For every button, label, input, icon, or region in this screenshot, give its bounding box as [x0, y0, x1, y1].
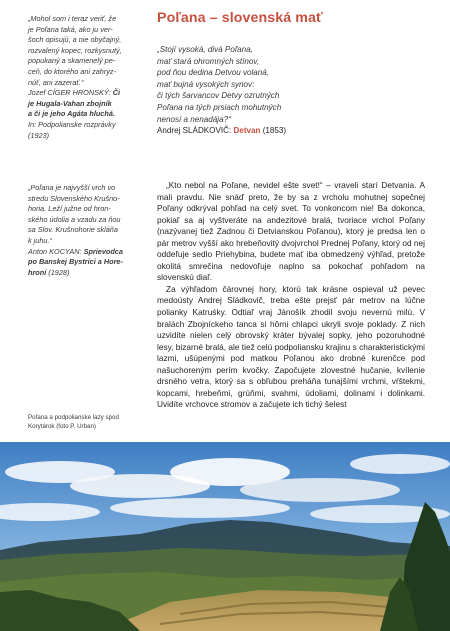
quote-line: popukaný a skamenelý pe-: [28, 56, 116, 66]
quote-line: ského údolia a vzadu za ňou: [28, 214, 121, 224]
sidebar-quote-kocyan: [28, 183, 138, 278]
quote-author: Anton KOCYAN:: [28, 246, 82, 256]
quote-work-line: [28, 99, 138, 110]
poem-work: Detvan: [233, 126, 261, 136]
poem-line: Poľana na tých prsiach mohutných: [157, 102, 282, 112]
quote-line: „Mohol som i teraz veriť, že: [28, 14, 117, 23]
quote-line: ceň, do ktorého ani zahryz-: [28, 66, 117, 76]
quote-line: „Poľana je najvyšší vrch vo: [28, 183, 116, 192]
quote-line: k juhu.“: [28, 235, 52, 245]
poem-line: mať bujná vysokých synov:: [157, 79, 255, 89]
quote-work: Sprievodca: [83, 246, 123, 256]
poem-line: pod ňou dedina Detvou volaná,: [157, 68, 270, 78]
poem-line: mať stará ohromných stínov,: [157, 56, 260, 66]
quote-line: núť, ani zazerať.“: [28, 77, 84, 87]
quote-line: stredu Slovenského Krušno-: [28, 193, 120, 203]
quote-line: sa Slov. Krušnohorie skláňa: [28, 225, 118, 235]
quote-line: horia. Leží južne od hron-: [28, 204, 111, 214]
quote-work: Či: [112, 88, 121, 98]
quote-work: po Banskej Bystrici a Hore-: [28, 257, 123, 267]
quote-year: (1928): [48, 267, 70, 277]
page-title: Poľana – slovenská mať: [157, 10, 323, 26]
poem-year: (1853): [262, 126, 287, 136]
poem-line: „Stojí vysoká, divá Poľana,: [157, 45, 253, 54]
poem-line: či tých šarvancov Detvy ozrutných: [157, 91, 280, 101]
body-paragraph: „Kto nebol na Poľane, nevidel ešte svet!“ – vraveli starí Detvania. A mali pravdu. Nie snáď preto, že by sa z vrcholu mohutnej sopečnej Poľany odkrýval pohľad na celý svet. To vonkoncom nie! Ba dokonca, pokiaľ sa aj vyštveráte na andezitové bralá, tvoriace vrchol Poľany (nazývanej tiež Zadnou či Detvianskou Poľanou), ktorý je predsa len o pár metrov vyšší ako hrebeňovitý dvojvrchol Prednej Poľany, ktorý od nej oddeľuje sedlo Priehybina, budete mať iba obmedzený výhľad, pretože okolitá smrečina nedovoľuje naplno sa pokochať pohľadom na slovenskú diaľ.: [157, 180, 425, 283]
quote-work: a či je jeho Agáta hluchá.: [28, 109, 115, 119]
quote-year: (1923): [28, 130, 50, 140]
poem-author: Andrej SLÁDKOVIČ:: [157, 126, 232, 136]
quote-author: Jozef CÍGER HRONSKÝ:: [28, 88, 111, 98]
sidebar-quote-hronsky: [28, 14, 138, 141]
quote-work-line: [28, 109, 138, 120]
quote-work-line: [28, 268, 138, 279]
photo-caption: Poľana a podpolianske lazy spod Korytárok (foto P. Urban): [28, 414, 119, 430]
quote-source: In: Podpolianske rozprávky: [28, 119, 116, 129]
quote-author-line: [28, 88, 138, 99]
quote-line: je Poľana taká, ako ju ver-: [28, 24, 113, 34]
quote-work: je Hugala-Vahan zbojník: [28, 98, 112, 108]
body-paragraph: Za výhľadom čárovnej hory, ktorú tak krásne ospieval už pevec medoústy Andrej Sládkovič, treba ešte prejsť pár metrov na lúčne polianky Katruśky. Odtiaľ vraj Jánošík zhodil svoju nevernú milú. V bralách Zbojníckeho tanca si hôrni chlapci ukryli svoje poklady. Z nich uzvidíte nielen celý obrovský kráter bývalej sopky, jeho pozoruhodné lesy, bizarné bralá, ale tiež celú podpoliansku krajinu s charakteristickými lazmi, ušúpenými pod matkou Poľanou ako drobné kurenčce pod našuchoreným perím kvočky. Započujete zlovestné hučanie, kvílenie drsného vetra, ktorý sa s obľubou preháňa tunajšími vrchmi, vŕštekmi, kopcami, hrebeňmi, grúňmi, svahmi, údoliami, dolinami i dolinkami. Uvidíte vrchovce stromov a začujete ich tichý šelest: [157, 283, 425, 410]
poem-line: nenosí a nenadája?“: [157, 114, 231, 124]
quote-line: šoch opisujú, a nie obyčajný,: [28, 35, 122, 45]
quote-work-line: [28, 257, 138, 268]
article-body: [157, 180, 425, 411]
quote-work: hroní: [28, 267, 47, 277]
landscape-photo: [0, 442, 450, 631]
quote-line: rozvalený kopec, rozkysnutý,: [28, 45, 122, 55]
poem-epigraph: [157, 44, 427, 137]
poem-attribution: [157, 125, 427, 137]
quote-author-line: [28, 247, 138, 258]
